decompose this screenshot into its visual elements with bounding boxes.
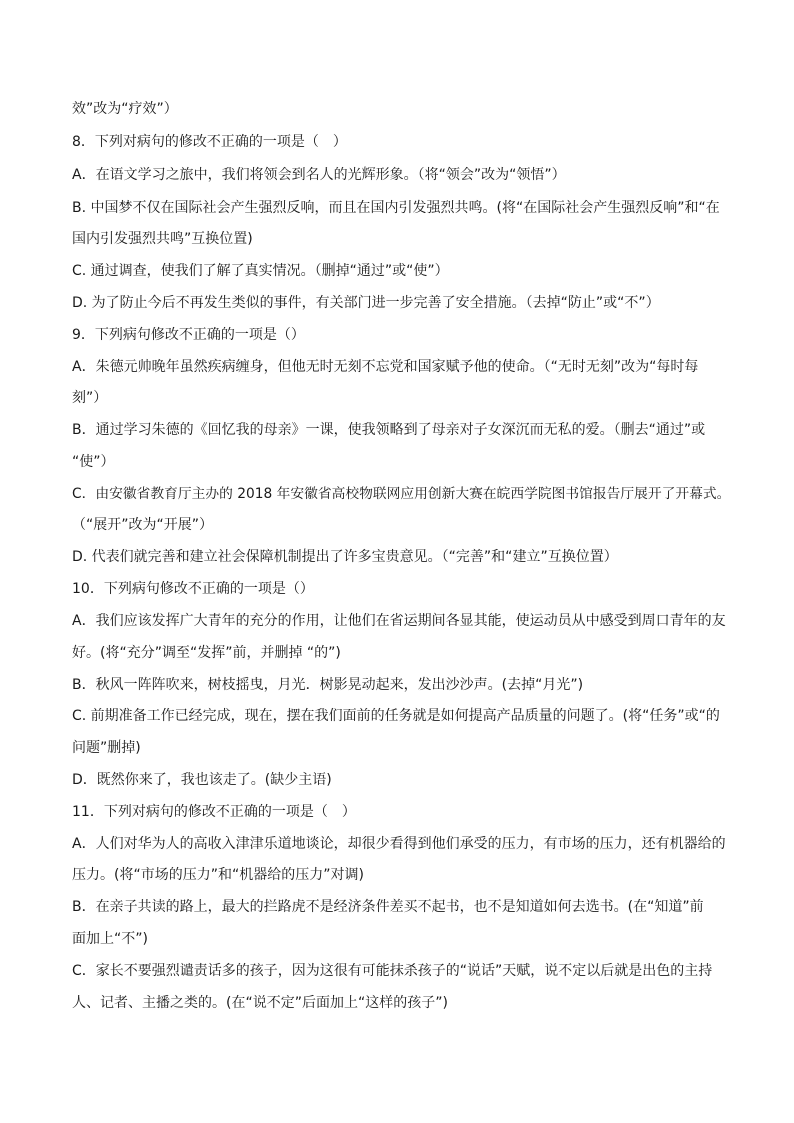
question-8-option-c: C. 通过调查，使我们了解了真实情况。（删掉“通过”或“使”） xyxy=(72,263,449,279)
question-10-option-c-cont: 问题”删掉) xyxy=(72,740,141,756)
question-9-option-a: A．朱德元帅晚年虽然疾病缠身，但他无时无刻不忘党和国家赋予他的使命。（“无时无刻”改为“每时每 xyxy=(72,359,699,375)
question-11-option-b: B．在亲子共读的路上，最大的拦路虎不是经济条件差买不起书，也不是知道如何去选书。(在“知道”前 xyxy=(72,899,704,915)
question-11-option-c-cont: 人、记者、主播之类的。(在“说不定”后面加上“这样的孩子”) xyxy=(72,995,448,1011)
question-8-stem: 8．下列对病句的修改不正确的一项是（ ） xyxy=(72,134,347,150)
question-9-option-b: B．通过学习朱德的《回忆我的母亲》一课，使我领略到了母亲对子女深沉而无私的爱。（删去“通过”或 xyxy=(72,422,706,438)
question-8-option-a: A．在语文学习之旅中，我们将领会到名人的光辉形象。（将“领会”改为“领悟”） xyxy=(72,167,566,183)
question-11-option-b-cont: 面加上“不”) xyxy=(72,931,148,947)
question-8-option-d: D. 为了防止今后不再发生类似的事件，有关部门进一步完善了安全措施。（去掉“防止”或“不”） xyxy=(72,295,660,311)
question-10-stem: 10．下列病句修改不正确的一项是（） xyxy=(72,581,314,597)
question-8-option-b-cont: 国内引发强烈共鸣”互换位置) xyxy=(72,231,253,247)
question-11-stem: 11．下列对病句的修改不正确的一项是（ ） xyxy=(72,804,356,820)
question-9-stem: 9．下列病句修改不正确的一项是（） xyxy=(72,327,305,343)
question-11-option-a-cont: 压力。(将“市场的压力”和“机器给的压力”对调) xyxy=(72,867,364,883)
question-10-option-c: C. 前期准备工作已经完成，现在，摆在我们面前的任务就是如何提高产品质量的问题了。(将“任务”或“的 xyxy=(72,708,720,724)
question-9-option-d: D. 代表们就完善和建立社会保障机制提出了许多宝贵意见。（“完善”和“建立”互换位置） xyxy=(72,549,618,565)
question-10-option-d: D．既然你来了，我也该走了。(缺少主语) xyxy=(72,772,332,788)
question-8-option-b: B. 中国梦不仅在国际社会产生强烈反响，而且在国内引发强烈共鸣。(将“在国际社会产生强烈反响”和“在 xyxy=(72,200,720,216)
question-9-option-b-cont: “使”） xyxy=(72,454,115,470)
question-10-option-b: B．秋风一阵阵吹来，树枝摇曳，月光．树影晃动起来，发出沙沙声。(去掉“月光”) xyxy=(72,677,584,693)
question-9-option-c: C．由安徽省教育厅主办的 2018 年安徽省高校物联网应用创新大赛在皖西学院图书馆报告厅展开了开幕式。 xyxy=(72,486,731,502)
question-10-option-a-cont: 好。(将“充分”调至“发挥”前，并删掉 “的”) xyxy=(72,645,341,661)
text-line: 效”改为“疗效”） xyxy=(72,101,178,117)
question-11-option-c: C．家长不要强烈谴责话多的孩子，因为这很有可能抹杀孩子的“说话”天赋，说不定以后就是出色的主持 xyxy=(72,963,713,979)
question-9-option-c-cont: （“展开”改为“开展”） xyxy=(72,517,214,533)
question-9-option-a-cont: 刻”） xyxy=(72,390,108,406)
question-11-option-a: A．人们对华为人的高收入津津乐道地谈论，却很少看得到他们承受的压力，有市场的压力，还有机器给的 xyxy=(72,836,726,852)
question-10-option-a: A．我们应该发挥广大青年的充分的作用，让他们在省运期间各显其能，使运动员从中感受到周口青年的友 xyxy=(72,613,726,629)
